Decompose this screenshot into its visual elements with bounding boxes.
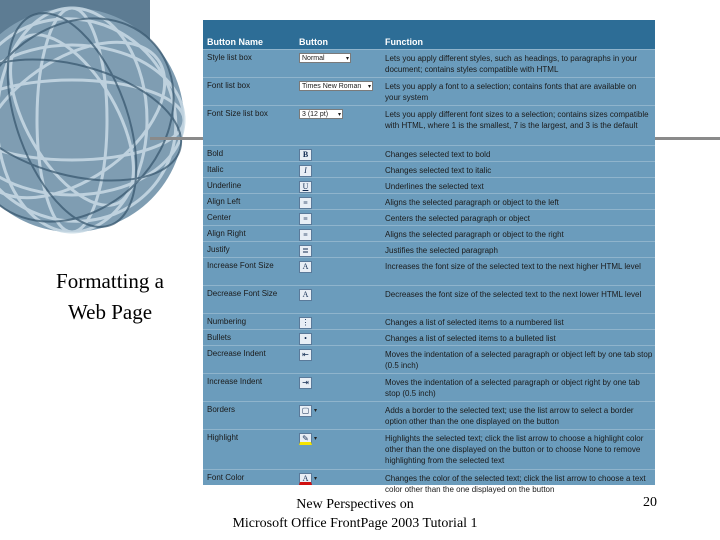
chevron-down-icon: ▾ (337, 112, 341, 118)
button-cell (299, 149, 383, 161)
toolbar-buttons-table (203, 20, 655, 494)
function-description-cell: Changes the color of the selected text; click the list arrow to choose a text color other than the one displayed on the button (385, 474, 646, 494)
button-cell (299, 229, 383, 241)
footer-line-1: New Perspectives on (296, 497, 414, 512)
chevron-down-icon: ▾ (314, 436, 318, 443)
decrease-font-size-icon: A (299, 289, 312, 301)
button-cell (299, 197, 383, 209)
table-row (203, 257, 655, 285)
function-description-cell: Lets you apply different styles, such as headings, to paragraphs in your document; contains styles compatible with HTML (385, 54, 638, 74)
highlight-icon: ✎ (299, 433, 312, 445)
function-description-cell: Changes a list of selected items to a bulleted list (385, 334, 556, 343)
chevron-down-icon: ▾ (345, 56, 349, 62)
table-row (203, 429, 655, 469)
button-cell (299, 53, 383, 63)
list-box-control (299, 53, 351, 63)
function-description-cell: Moves the indentation of a selected paragraph or object right by one tab stop (0.5 inch) (385, 378, 640, 398)
list-box-value: Times New Roman (302, 83, 362, 90)
bold-icon: B (299, 149, 312, 161)
function-description-cell: Justifies the selected paragraph (385, 246, 498, 255)
italic-icon: I (299, 165, 312, 177)
button-name-cell: Font Size list box (207, 109, 268, 118)
list-box-value: 3 (12 pt) (302, 111, 329, 118)
button-cell (299, 473, 383, 485)
slide-title: Formatting a Web Page (56, 269, 164, 324)
list-box-control (299, 81, 373, 91)
table-row (203, 329, 655, 345)
button-cell (299, 349, 383, 361)
button-cell (299, 213, 383, 225)
table-row (203, 209, 655, 225)
button-name-cell: Increase Indent (207, 377, 263, 386)
table-row (203, 49, 655, 77)
button-cell (299, 317, 383, 329)
button-cell (299, 245, 383, 257)
function-description-cell: Changes a list of selected items to a numbered list (385, 318, 564, 327)
function-description-cell: Lets you apply different font sizes to a selection; contains sizes compatible with HTML, where 1 is the smallest, 7 is the largest, and 3 is the default (385, 110, 649, 130)
table-row (203, 401, 655, 429)
button-cell (299, 289, 383, 301)
button-cell (299, 433, 383, 445)
bullets-icon: • (299, 333, 312, 345)
decrease-indent-icon: ⇤ (299, 349, 312, 361)
function-description-cell: Aligns the selected paragraph or object to the right (385, 230, 564, 239)
table-row (203, 373, 655, 401)
button-cell (299, 165, 383, 177)
table-row (203, 313, 655, 329)
function-description-cell: Highlights the selected text; click the list arrow to choose a highlight color other than the one displayed on the button or to choose None to remove highlighting from the selected text (385, 434, 644, 465)
button-name-cell: Decrease Font Size (207, 289, 278, 298)
align-center-icon: ≡ (299, 213, 312, 225)
table-row (203, 193, 655, 209)
button-name-cell: Underline (207, 181, 242, 190)
increase-indent-icon: ⇥ (299, 377, 312, 389)
button-cell (299, 181, 383, 193)
table-row (203, 161, 655, 177)
table-row (203, 77, 655, 105)
button-cell (299, 261, 383, 273)
button-name-cell: Numbering (207, 317, 247, 326)
table-row (203, 345, 655, 373)
button-name-cell: Style list box (207, 53, 252, 62)
button-cell (299, 405, 383, 417)
table-row (203, 105, 655, 145)
align-right-icon: ≡ (299, 229, 312, 241)
table-row (203, 285, 655, 313)
list-box-value: Normal (302, 55, 325, 62)
button-name-cell: Center (207, 213, 232, 222)
button-name-cell: Bold (207, 149, 224, 158)
column-header-button-name: Button Name (207, 37, 263, 47)
button-name-cell: Align Right (207, 229, 246, 238)
table-row (203, 225, 655, 241)
function-description-cell: Underlines the selected text (385, 182, 484, 191)
function-description-cell: Centers the selected paragraph or object (385, 214, 530, 223)
column-header-button: Button (299, 37, 328, 47)
table-body (203, 49, 655, 497)
button-name-cell: Increase Font Size (207, 261, 274, 270)
button-name-cell: Italic (207, 165, 224, 174)
column-header-function: Function (385, 37, 423, 47)
table-row (203, 469, 655, 497)
align-left-icon: ≡ (299, 197, 312, 209)
chevron-down-icon: ▾ (367, 84, 371, 90)
function-description-cell: Changes selected text to italic (385, 166, 492, 175)
chevron-down-icon: ▾ (314, 476, 318, 483)
table-row (203, 241, 655, 257)
page-number: 20 (643, 495, 657, 510)
function-description-cell: Moves the indentation of a selected paragraph or object left by one tab stop (0.5 inch) (385, 350, 653, 370)
button-name-cell: Font list box (207, 81, 251, 90)
list-box-control (299, 109, 343, 119)
font-color-icon: A (299, 473, 312, 485)
function-description-cell: Aligns the selected paragraph or object to the left (385, 198, 559, 207)
footer-line-2: Microsoft Office FrontPage 2003 Tutorial 1 (232, 516, 478, 531)
table-row (203, 145, 655, 161)
button-name-cell: Bullets (207, 333, 232, 342)
table-row (203, 177, 655, 193)
function-description-cell: Lets you apply a font to a selection; contains fonts that are available on your system (385, 82, 637, 102)
chevron-down-icon: ▾ (314, 408, 318, 415)
button-name-cell: Align Left (207, 197, 241, 206)
slide-footer (215, 495, 495, 533)
button-cell (299, 377, 383, 389)
function-description-cell: Adds a border to the selected text; use the list arrow to select a border option other than the one displayed on the button (385, 406, 634, 426)
button-name-cell: Borders (207, 405, 236, 414)
button-name-cell: Decrease Indent (207, 349, 266, 358)
function-description-cell: Decreases the font size of the selected text to the next lower HTML level (385, 290, 642, 299)
borders-icon: ▢ (299, 405, 312, 417)
function-description-cell: Increases the font size of the selected text to the next higher HTML level (385, 262, 641, 271)
function-description-cell: Changes selected text to bold (385, 150, 491, 159)
button-cell (299, 333, 383, 345)
underline-icon: U (299, 181, 312, 193)
button-name-cell: Justify (207, 245, 230, 254)
button-cell (299, 109, 383, 119)
button-name-cell: Font Color (207, 473, 245, 482)
numbering-icon: ⋮ (299, 317, 312, 329)
increase-font-size-icon: A (299, 261, 312, 273)
decorative-sphere-image (0, 0, 150, 138)
button-cell (299, 81, 383, 91)
justify-icon: ≣ (299, 245, 312, 257)
button-name-cell: Highlight (207, 433, 239, 442)
table-header-row (203, 20, 655, 49)
